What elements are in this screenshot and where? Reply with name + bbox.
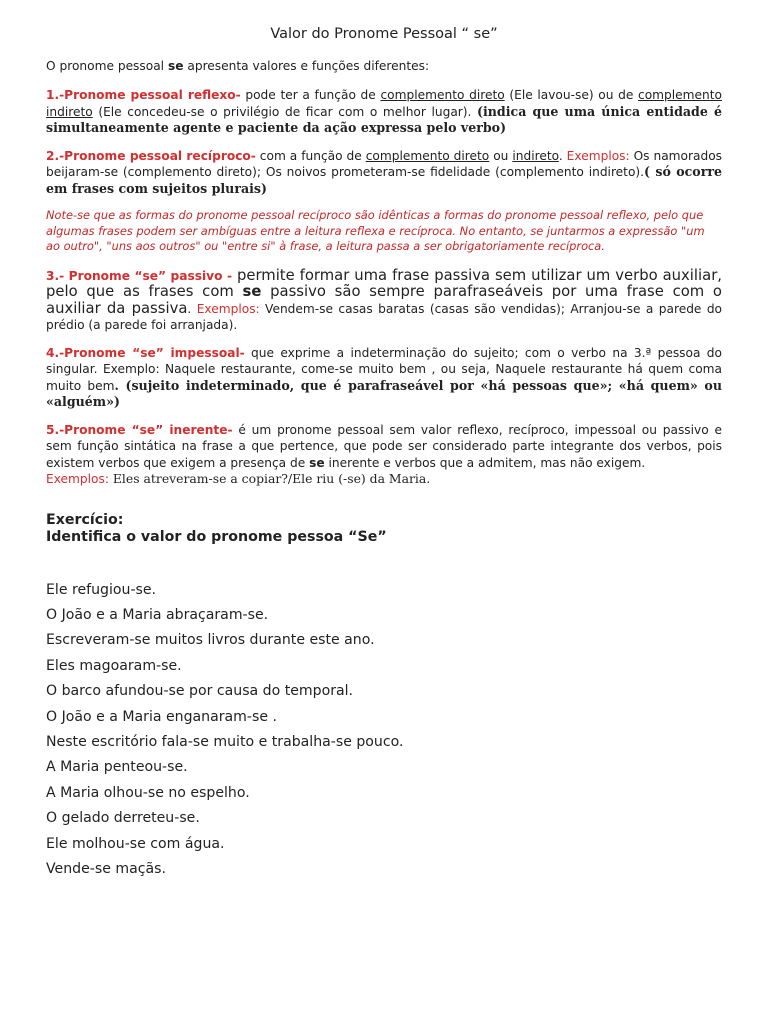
list-item: O João e a Maria abraçaram-se. xyxy=(46,606,269,623)
exercise-heading xyxy=(46,512,722,546)
section-heading: 4.-Pronome “se” impessoal- xyxy=(46,345,245,360)
list-item: Escreveram-se muitos livros durante este ano. xyxy=(46,632,375,649)
list-item: A Maria olhou-se no espelho. xyxy=(46,784,250,801)
document-title: Valor do Pronome Pessoal “ se” xyxy=(270,26,498,42)
section-impessoal: 4.-Pronome “se” impessoal- que exprime a indeterminação do sujeito; com o verbo na 3.ª pessoa do singular. Exemplo: Naquele restaurante, come-se muito bem , ou seja, Naquele restaurante há quem coma muito bem. (sujeito indeterminado, que é parafraseável por «há pessoas que»; «há quem» ou «alguém») xyxy=(46,345,722,409)
list-item: Eles magoaram-se. xyxy=(46,657,182,674)
section-heading: 3.- Pronome “se” passivo - xyxy=(46,268,233,283)
section-passivo: 3.- Pronome “se” passivo - permite formar uma frase passiva sem utilizar um verbo auxiliar, pelo que as frases com se passivo são sempre parafraseáveis por uma frase com o auxiliar da passiva. Exemplos: Vendem-se casas baratas (casas são vendidas); Arranjou-se a parede do prédio (a parede foi arranjada). xyxy=(46,266,723,332)
list-item: Vende-se maçãs. xyxy=(46,860,166,877)
list-item: Neste escritório fala-se muito e trabalha-se pouco. xyxy=(46,733,404,750)
list-item: A Maria penteou-se. xyxy=(46,759,188,776)
list-item: O barco afundou-se por causa do temporal. xyxy=(46,683,354,700)
section-reflexo: 1.-Pronome pessoal reflexo- pode ter a função de complemento direto (Ele lavou-se) ou de complemento indireto (Ele concedeu-se o privilégio de ficar com o melhor lugar). (indica que uma única entidade é simultaneamente agente e paciente da ação expressa pelo verbo) xyxy=(46,88,722,135)
list-item: Ele molhou-se com água. xyxy=(46,835,225,852)
exercise-title: Exercício: xyxy=(46,511,124,528)
note-paragraph: Note-se que as formas do pronome pessoal recíproco são idênticas a formas do pronome pessoal reflexo, pelo que algumas frases podem ser ambíguas entre a leitura reflexa e recíproca. No entanto, se juntarmos a expressão "um ao outro", "uns aos outros" ou "entre si" à frase, a leitura passa a ser obrigatoriamente recíproca. xyxy=(46,208,705,253)
list-item: Ele refugiou-se. xyxy=(46,581,157,598)
intro-paragraph: O pronome pessoal se apresenta valores e funções diferentes: xyxy=(46,59,430,73)
section-heading: 5.-Pronome “se” inerente- xyxy=(46,422,233,437)
exercise-list xyxy=(46,578,722,883)
exercise-instruction: Identifica o valor do pronome pessoa “Se” xyxy=(46,528,387,545)
section-heading: 2.-Pronome pessoal recíproco- xyxy=(46,148,256,163)
list-item: O João e a Maria enganaram-se . xyxy=(46,708,277,725)
section-inerente: 5.-Pronome “se” inerente- é um pronome pessoal sem valor reflexo, recíproco, impessoal ou passivo e sem função sintática na frase a que pertence, que pode ser considerado parte integrante dos verbos, pois existem verbos que exigem a presença de se inerente e verbos que a admitem, mas não exigem. Exemplos: Eles atreveram-se a copiar?/Ele riu (-se) da Maria. xyxy=(46,422,723,486)
section-reciproco: 2.-Pronome pessoal recíproco- com a função de complemento direto ou indireto. Exemplos: Os namorados beijaram-se (complemento direto); Os noivos prometeram-se fidelidade (complemento indireto).( só ocorre em frases com sujeitos plurais) xyxy=(46,148,723,196)
list-item: O gelado derreteu-se. xyxy=(46,810,200,827)
section-heading: 1.-Pronome pessoal reflexo- xyxy=(46,88,241,102)
